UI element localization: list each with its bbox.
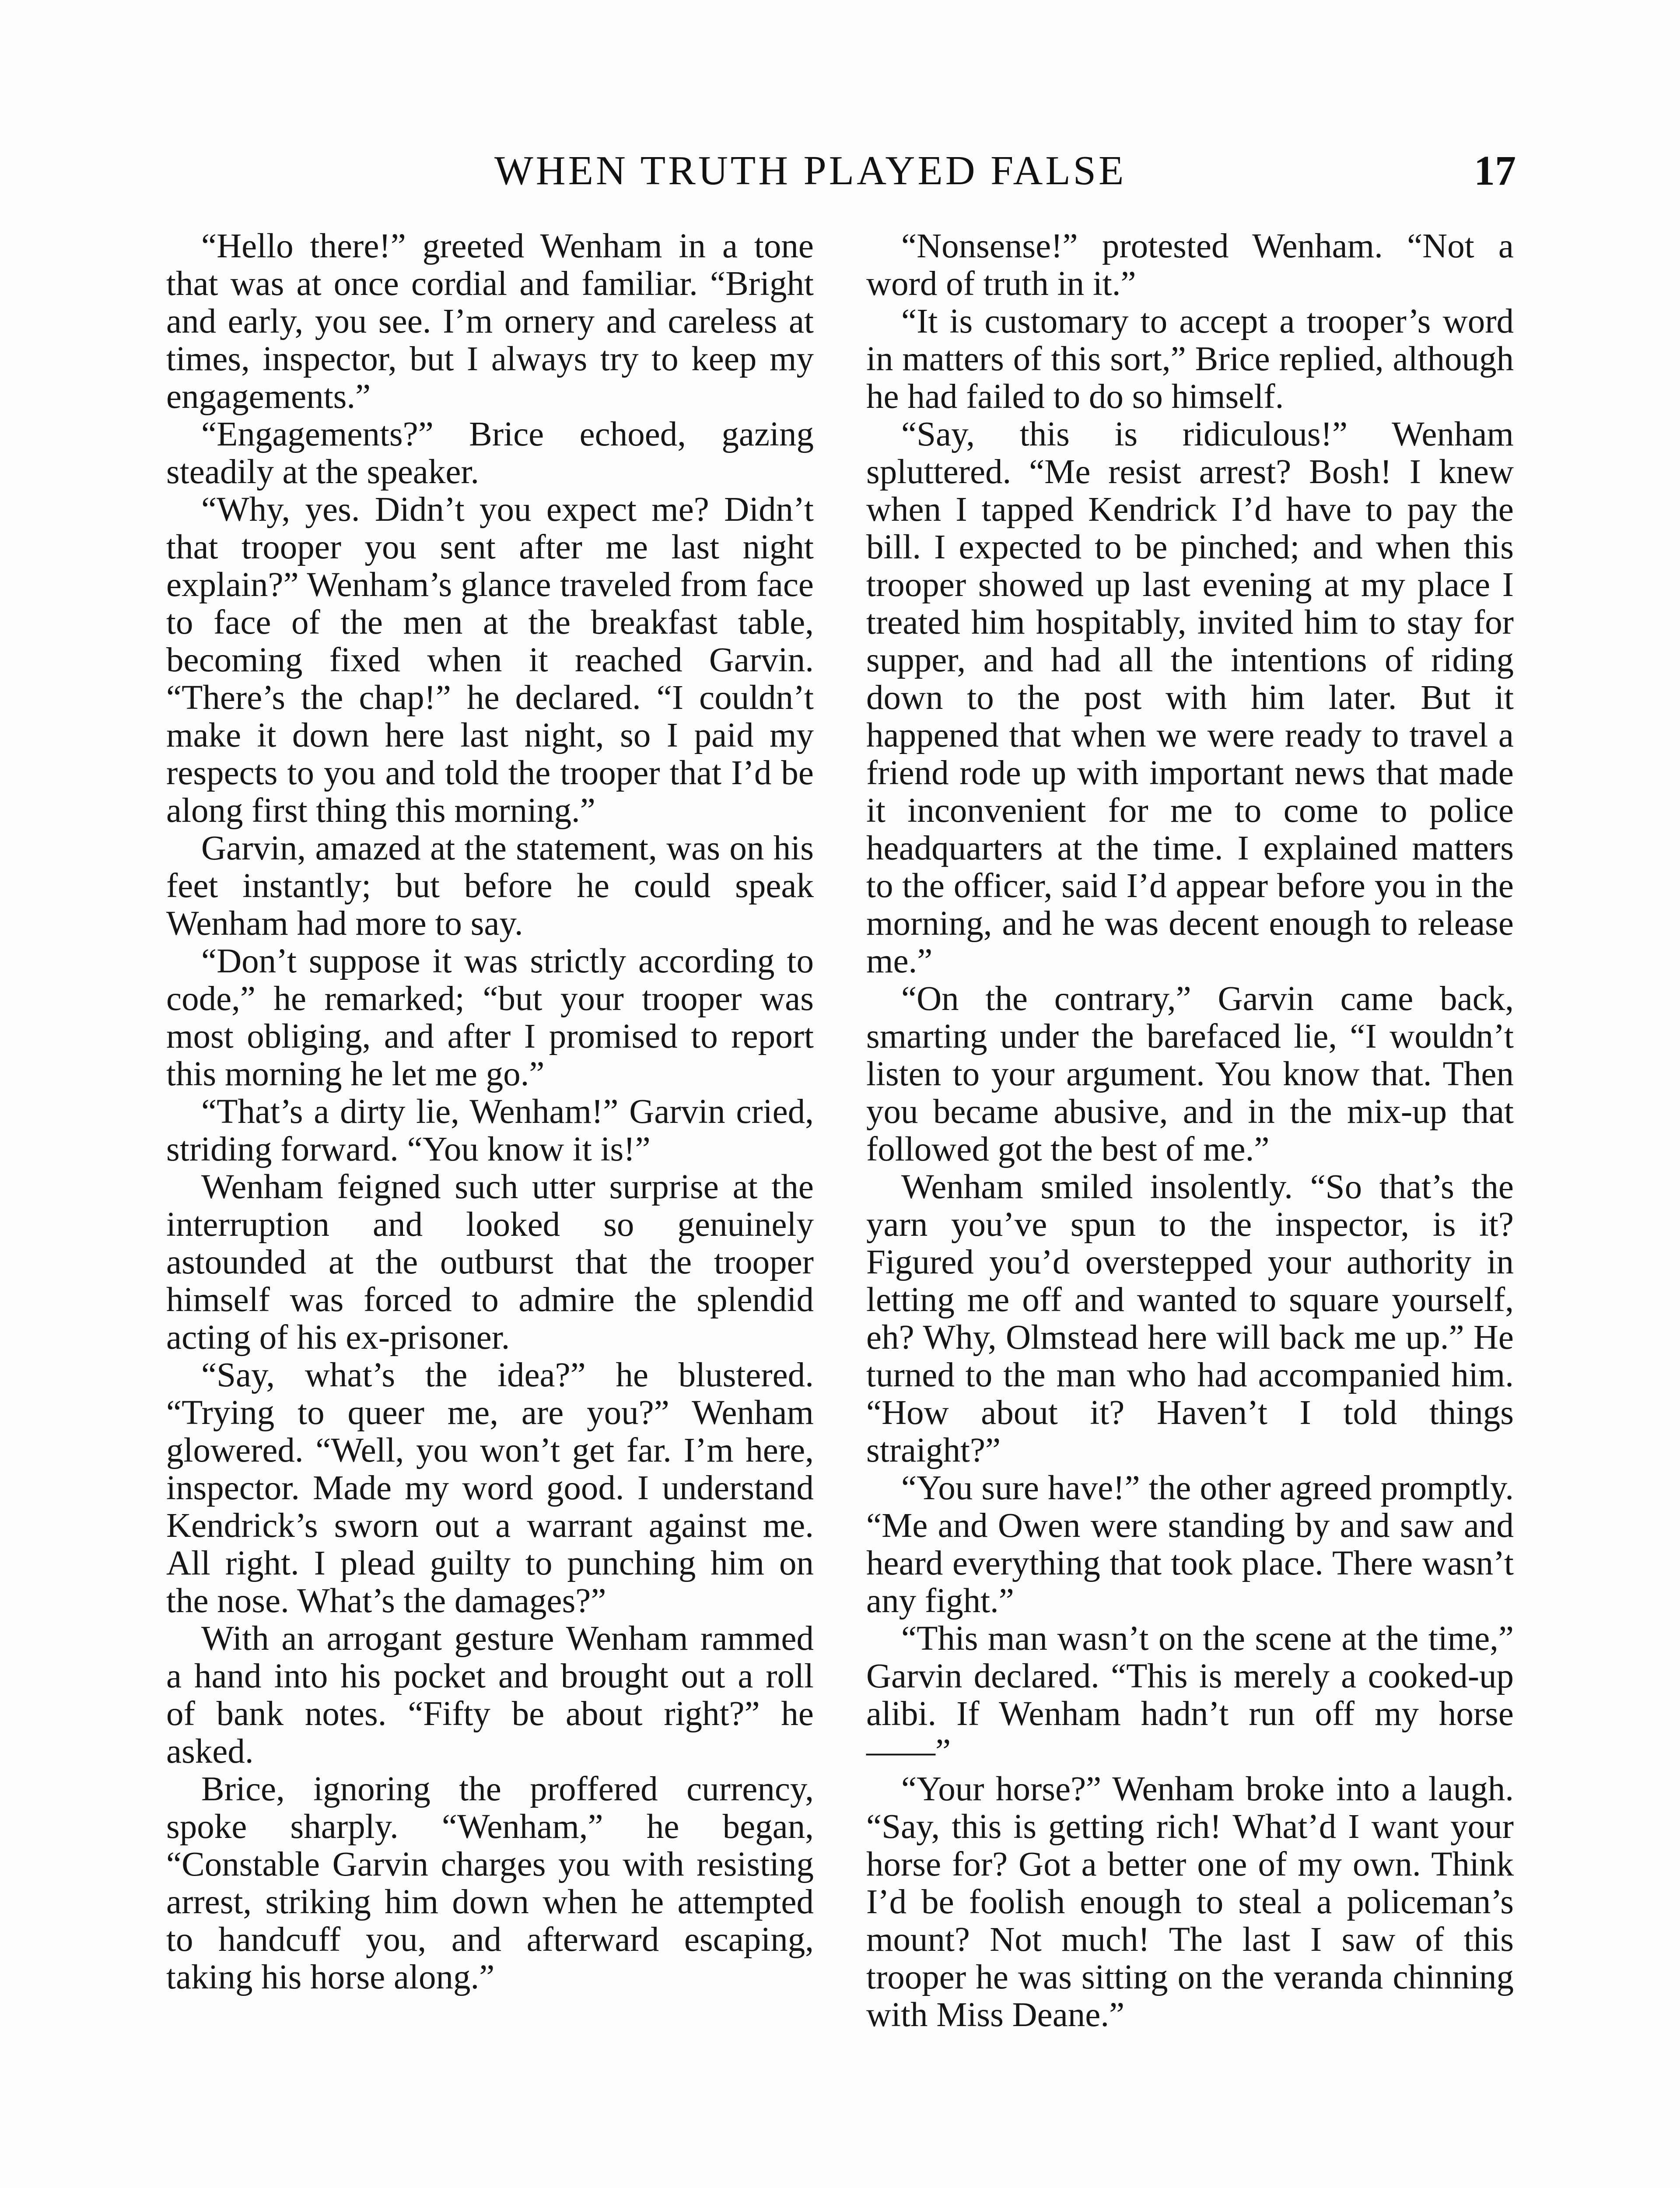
page-number: 17 [1474,147,1516,194]
left-column [166,228,814,2188]
right-column [866,228,1514,2188]
paragraph: “Why, yes. Didn’t you expect me? Didn’t that trooper you sent after me last night explain?” Wenham’s glance traveled from face to face of the men at the breakfast table, becoming fixed when it reached Garvin. “There’s the chap!” he declared. “I couldn’t make it down here last night, so I paid my respects to you and told the trooper that I’d be along first thing this morning.” [166,491,814,830]
paragraph: “Your horse?” Wenham broke into a laugh. “Say, this is getting rich! What’d I want your horse for? Got a better one of my own. Think I’d be foolish enough to steal a policeman’s mount? Not much! The last I saw of this trooper he was sitting on the veranda chinning with Miss Deane.” [866,1770,1514,2034]
paragraph: “This man wasn’t on the scene at the time,” Garvin declared. “This is merely a cooked-up alibi. If Wenham hadn’t run off my horse——” [866,1620,1514,1771]
running-header [0,144,1680,197]
paragraph: “Engagements?” Brice echoed, gazing steadily at the speaker. [166,415,814,491]
paragraph: Garvin, amazed at the statement, was on his feet instantly; but before he could speak Wenham had more to say. [166,829,814,943]
paragraph: “Say, this is ridiculous!” Wenham spluttered. “Me resist arrest? Bosh! I knew when I tapped Kendrick I’d have to pay the bill. I expected to be pinched; and when this trooper showed up last evening at my place I treated him hospitably, invited him to stay for supper, and had all the intentions of riding down to the post with him later. But it happened that when we were ready to travel a friend rode up with important news that made it inconvenient for me to come to police headquarters at the time. I explained matters to the officer, said I’d appear before you in the morning, and he was decent enough to release me.” [866,415,1514,980]
paragraph: With an arrogant gesture Wenham rammed a hand into his pocket and brought out a roll of bank notes. “Fifty be about right?” he asked. [166,1620,814,1771]
paragraph: “Hello there!” greeted Wenham in a tone that was at once cordial and familiar. “Bright and early, you see. I’m ornery and careless at times, inspector, but I always try to keep my engagements.” [166,227,814,416]
paragraph: Brice, ignoring the proffered currency, spoke sharply. “Wenham,” he began, “Constable Garvin charges you with resisting arrest, striking him down when he attempted to handcuff you, and afterward escaping, taking his horse along.” [166,1770,814,1996]
paragraph: “On the contrary,” Garvin came back, smarting under the barefaced lie, “I wouldn’t listen to your argument. You know that. Then you became abusive, and in the mix-up that followed got the best of me.” [866,980,1514,1168]
paragraph: “That’s a dirty lie, Wenham!” Garvin cried, striding forward. “You know it is!” [166,1093,814,1168]
paragraph: Wenham feigned such utter surprise at the interruption and looked so genuinely astounded at the outburst that the trooper himself was forced to admire the splendid acting of his ex-prisoner. [166,1168,814,1357]
paragraph: “You sure have!” the other agreed promptly. “Me and Owen were standing by and saw and heard everything that took place. There wasn’t any fight.” [866,1469,1514,1620]
paragraph: “Nonsense!” protested Wenham. “Not a word of truth in it.” [866,227,1514,303]
running-title: WHEN TRUTH PLAYED FALSE [494,148,1127,193]
paragraph: Wenham smiled insolently. “So that’s the yarn you’ve spun to the inspector, is it? Figured you’d overstepped your authority in letting me off and wanted to square yourself, eh? Why, Olmstead here will back me up.” He turned to the man who had accompanied him. “How about it? Haven’t I told things straight?” [866,1168,1514,1469]
text-columns [166,228,1514,2188]
paragraph: “Say, what’s the idea?” he blustered. “Trying to queer me, are you?” Wenham glowered. “Well, you won’t get far. I’m here, inspector. Made my word good. I understand Kendrick’s sworn out a warrant against me. All right. I plead guilty to punching him on the nose. What’s the damages?” [166,1356,814,1620]
paragraph: “It is customary to accept a trooper’s word in matters of this sort,” Brice replied, although he had failed to do so himself. [866,302,1514,416]
paragraph: “Don’t suppose it was strictly according to code,” he remarked; “but your trooper was most obliging, and after I promised to report this morning he let me go.” [166,942,814,1093]
